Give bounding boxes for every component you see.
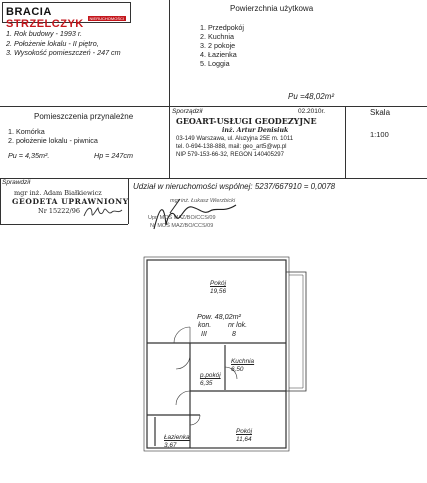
divider-top-vertical — [169, 0, 170, 106]
bath-label: Łazienka — [164, 434, 190, 441]
signature-scribble — [82, 204, 124, 220]
plan-lok-value: 8 — [232, 331, 236, 338]
checked-number: Nr 15222/96 — [38, 207, 80, 215]
auxiliary-title: Pomieszczenia przynależne — [34, 112, 134, 121]
floor-plan — [140, 255, 312, 455]
auxiliary-item: 2. położenie lokalu - piwnica — [8, 136, 98, 145]
divider-checked-bottom — [0, 224, 128, 225]
scale-label: Skala — [370, 108, 391, 117]
auxiliary-item: 1. Komórka — [8, 127, 45, 136]
stamp-line: Upr. MOŚ MAZ/BO/CCS/09 — [148, 215, 216, 221]
usable-area-total: Pu =48,02m² — [288, 92, 335, 101]
logo-text-1: BRACIA — [6, 6, 52, 18]
divider-row-2 — [0, 178, 427, 179]
scale-value: 1:100 — [370, 130, 389, 139]
room1-label: Pokój — [210, 280, 226, 287]
usable-room: 1. Przedpokój — [200, 23, 244, 32]
author-label: Sporządził — [172, 108, 203, 115]
date-text: 02.2010r. — [298, 108, 326, 115]
checked-label: Sprawdził — [2, 179, 31, 186]
usable-area-title: Powierzchnia użytkowa — [230, 4, 314, 13]
plan-lok-label: nr lok. — [228, 322, 248, 329]
hall-area: 6,35 — [200, 380, 213, 387]
room2-label: Pokój — [236, 428, 252, 435]
hall-label: p.pokój — [200, 372, 221, 379]
divider-scale-vertical — [345, 106, 346, 179]
kitchen-area: 6,50 — [231, 366, 244, 373]
logo-subtitle: NIERUCHOMOŚCI — [89, 16, 124, 21]
author-nip: NIP 579-153-66-32, REGON 140405297 — [176, 152, 284, 158]
building-item: 3. Wysokość pomieszczeń - 247 cm — [6, 48, 121, 57]
brand-logo — [2, 2, 131, 30]
usable-room: 3. 2 pokoje — [200, 41, 236, 50]
author-contact: tel. 0-694-138-888, mail: geo_art5@wp.pl — [176, 144, 287, 150]
room2-area: 11,64 — [236, 436, 252, 443]
usable-room: 5. Loggia — [200, 59, 230, 68]
auxiliary-hp: Hp = 247cm — [94, 151, 133, 160]
plan-kon-value: III — [201, 331, 207, 338]
stamp-line: mgr inż. Łukasz Wierzbicki — [170, 198, 236, 204]
divider-left — [0, 178, 1, 224]
share-text: Udział w nieruchomości wspólnej: 5237/667910 = 0,0078 — [133, 182, 336, 191]
bath-area: 3,67 — [164, 442, 177, 449]
plan-kon-label: kon. — [198, 322, 212, 329]
checked-name: mgr inż. Adam Białkiewicz — [14, 189, 102, 197]
author-name: inż. Artur Denisiuk — [222, 127, 289, 134]
checked-title: GEODETA UPRAWNIONY — [12, 197, 129, 206]
usable-room: 4. Łazienka — [200, 50, 237, 59]
author-company: GEOART-USŁUGI GEODEZYJNE — [176, 116, 317, 126]
room1-area: 19,56 — [210, 288, 226, 295]
building-item: 1. Rok budowy - 1993 r. — [6, 29, 83, 38]
divider-mid-vertical — [169, 106, 170, 179]
stamp-line: Nr MOŚ MAZ/BO/CCS/09 — [150, 223, 214, 229]
logo-text-2: STRZELCZYK — [6, 18, 84, 30]
author-address: 03-149 Warszawa, ul. Aluzyjna 25E m. 1011 — [176, 136, 294, 142]
plan-total-area: Pow. 48,02m² — [197, 312, 241, 321]
auxiliary-pu: Pu = 4,35m². — [8, 151, 50, 160]
building-item: 2. Położenie lokalu - II piętro, — [6, 39, 99, 48]
kitchen-label: Kuchnia — [231, 358, 255, 365]
stamp-signature — [150, 195, 240, 235]
divider-row-1 — [0, 106, 427, 107]
usable-room: 2. Kuchnia — [200, 32, 234, 41]
